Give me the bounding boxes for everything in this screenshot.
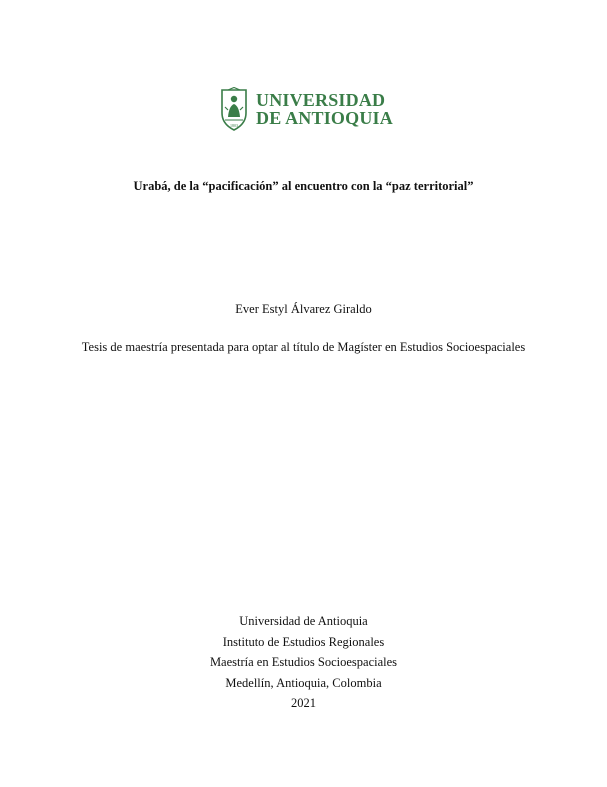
seal-year: 1803	[230, 123, 238, 128]
university-name: Universidad de Antioquia	[239, 614, 368, 628]
author-name: Ever Estyl Álvarez Giraldo	[235, 302, 372, 316]
institute-name: Instituto de Estudios Regionales	[222, 634, 385, 649]
wordmark-line-2: DE ANTIOQUIA	[256, 108, 393, 128]
university-seal-icon	[219, 87, 249, 133]
wordmark-line-1: UNIVERSIDAD	[256, 90, 386, 110]
thesis-title: Urabá, de la “pacificación” al encuentro con la “paz territorial”	[133, 179, 474, 193]
institution-block	[0, 611, 607, 714]
program-name: Maestría en Estudios Socioespaciales	[209, 655, 398, 669]
year: 2021	[291, 696, 316, 710]
university-wordmark	[256, 91, 393, 127]
location: Medellín, Antioquia, Colombia	[225, 675, 382, 690]
thesis-statement: Tesis de maestría presentada para optar al título de Magíster en Estudios Socioespaciales	[81, 340, 526, 354]
university-logo	[219, 87, 393, 133]
